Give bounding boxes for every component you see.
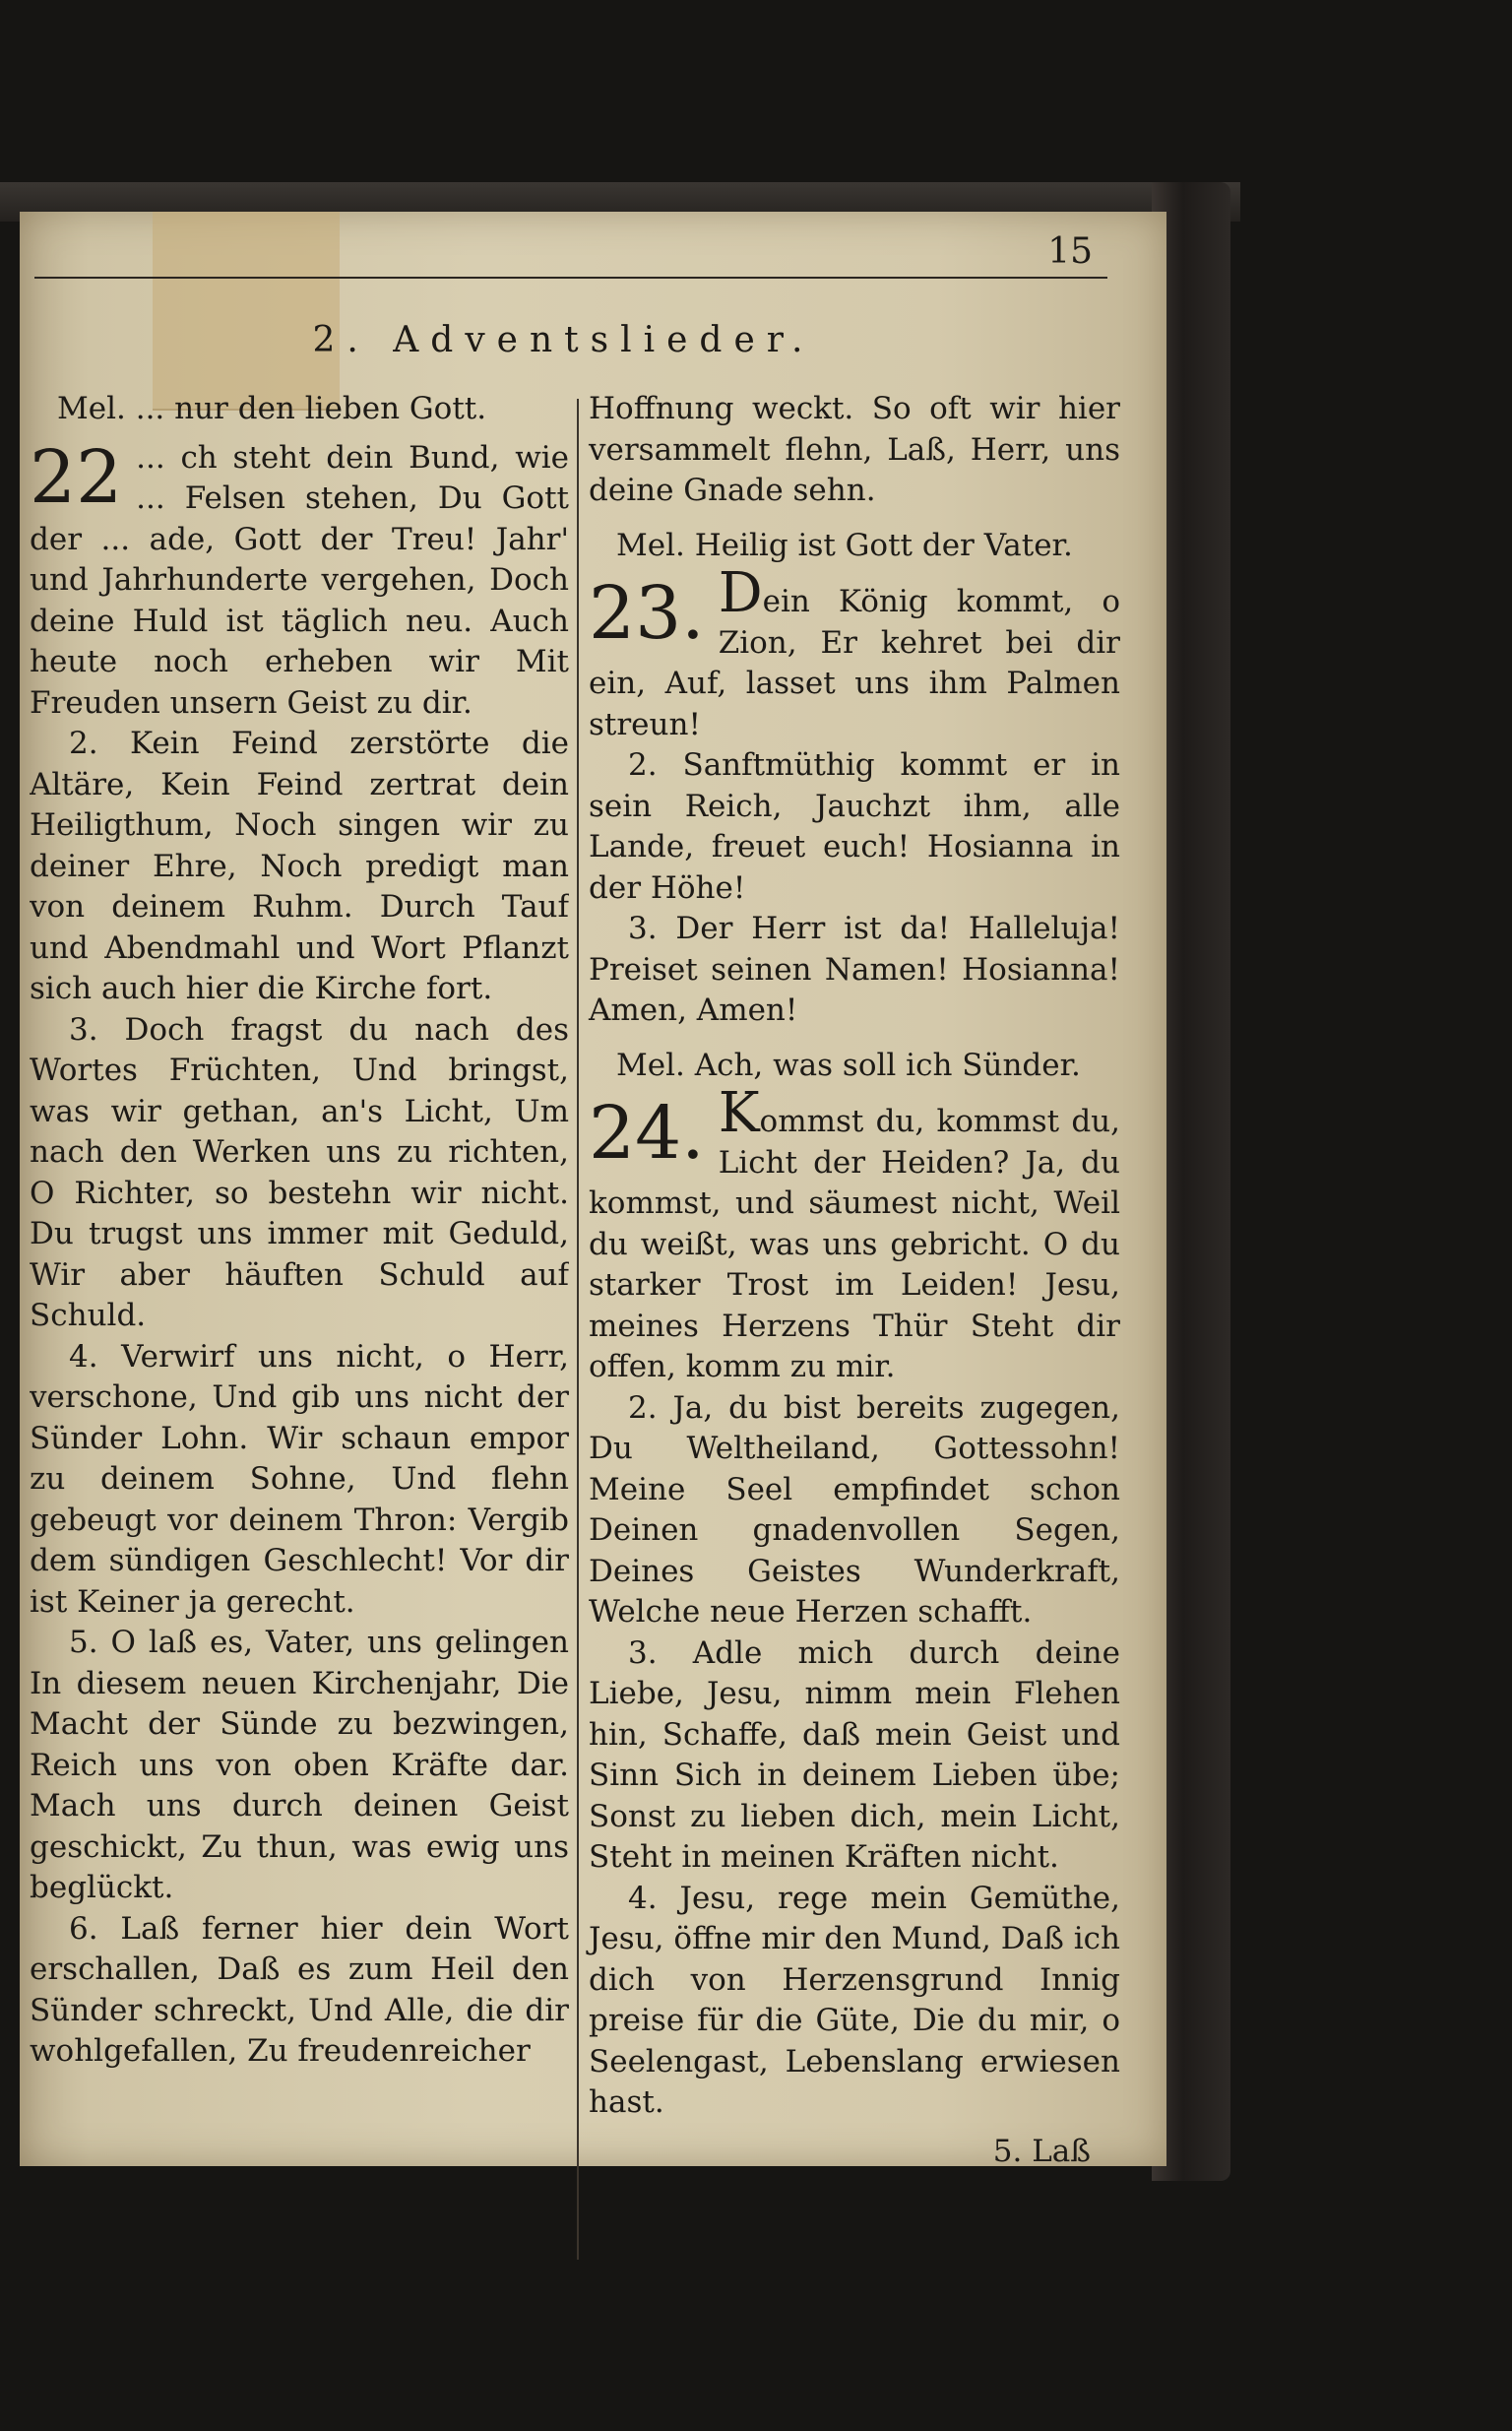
melody-line: Mel. Heilig ist Gott der Vater. bbox=[616, 527, 1073, 563]
stanza: 4. Verwirf uns nicht, o Herr, verschone, Und gib uns nicht der Sünder Lohn. Wir schaun empor zu deinem Sohne, Und flehn gebeugt vor deinem Thron: Vergib dem sündigen Geschlecht! Vor dir ist Keiner ja gerecht. bbox=[30, 1338, 569, 1620]
hymn-24-text: ommst du, kommst du, Licht der Heiden? Ja, du kommst, und säumest nicht, Weil du weißt, was uns gebricht. O du starker Trost im Leiden! Jesu, meines Herzens Thür Steht dir offen, komm zu mir. bbox=[589, 1104, 1120, 1384]
melody-line: Mel. Ach, was soll ich Sünder. bbox=[616, 1047, 1081, 1083]
stanza: 2. Ja, du bist bereits zugegen, Du Weltheiland, Gottessohn! Meine Seel empfindet schon Deinen gnadenvollen Segen, Deines Geistes Wunderkraft, Welche neue Herzen schafft. bbox=[589, 1389, 1120, 1630]
hymn-22-opening bbox=[30, 434, 569, 725]
stanza: 3. Der Herr ist da! Halleluja! Preiset seinen Namen! Hosianna! Amen, Amen! bbox=[589, 911, 1120, 1028]
hymn-number: 23. bbox=[589, 571, 705, 656]
melody-line: Mel. ... nur den lieben Gott. bbox=[57, 391, 487, 426]
column-divider bbox=[577, 399, 579, 2260]
stanza: 2. Sanftmüthig kommt er in sein Reich, Jauchzt ihm, alle Lande, freuet euch! Hosianna in der Höhe! bbox=[589, 747, 1120, 906]
header-rule bbox=[34, 277, 1107, 279]
hymn-number: 24. bbox=[589, 1091, 705, 1176]
stanza: 3. Doch fragst du nach des Wortes Früchten, Und bringst, was wir gethan, an's Licht, Um nach den Werken uns zu richten, O Richter, so bestehn wir nicht. Du trugst uns immer mit Geduld, Wir aber häuften Schuld auf Schuld. bbox=[30, 1011, 569, 1333]
stanza: 3. Adle mich durch deine Liebe, Jesu, nimm mein Flehen hin, Schaffe, daß mein Geist und Sinn Sich in deinem Lieben übe; Sonst zu lieben dich, mein Licht, Steht in meinen Kräften nicht. bbox=[589, 1634, 1120, 1875]
hymn-22-text: ... ch steht dein Bund, wie ... Felsen stehen, Du Gott der ... ade, Gott der Treu! Jahr' und Jahrhunderte vergehen, Doch deine Huld ist täglich neu. Auch heute noch erheben wir Mit Freuden unsern Geist zu dir. bbox=[30, 439, 569, 721]
hymn-24-opening bbox=[589, 1081, 1120, 1388]
hymn-23-text: ein König kommt, o Zion, Er kehret bei dir ein, Auf, lasset uns ihm Palmen streun! bbox=[589, 584, 1120, 742]
tape-patch bbox=[153, 212, 340, 411]
book-page bbox=[20, 212, 1166, 2169]
drop-cap: D bbox=[718, 561, 763, 625]
left-column bbox=[30, 389, 569, 2073]
running-head: 2. Adventslieder. bbox=[312, 320, 815, 360]
stanza: 6. Laß ferner hier dein Wort erschallen, Daß es zum Heil den Sünder schreckt, Und Alle, die dir wohlgefallen, Zu freudenreicher bbox=[30, 1910, 569, 2069]
drop-cap: K bbox=[718, 1081, 760, 1145]
stanza: 2. Kein Feind zerstörte die Altäre, Kein Feind zertrat dein Heiligthum, Noch singen wir zu deiner Ehre, Noch predigt man von deinem Ruhm. Durch Tauf und Abendmahl und Wort Pflanzt sich auch hier die Kirche fort. bbox=[30, 726, 569, 1006]
catchword: 5. Laß bbox=[992, 2133, 1091, 2169]
page-number: 15 bbox=[1047, 231, 1093, 272]
stanza: 5. O laß es, Vater, uns gelingen In diesem neuen Kirchenjahr, Die Macht der Sünde zu bezwingen, Reich uns von oben Kräfte dar. Mach uns durch deinen Geist geschickt, Zu thun, was ewig uns beglückt. bbox=[30, 1625, 569, 1905]
stanza: 4. Jesu, rege mein Gemüthe, Jesu, öffne mir den Mund, Daß ich dich von Herzensgrund Innig preise für die Güte, Die du mir, o Seelengast, Lebenslang erwiesen hast. bbox=[589, 1880, 1120, 2120]
hymn-number: 22 bbox=[30, 434, 123, 520]
right-column bbox=[589, 389, 1120, 2172]
hymn-22-continuation: Hoffnung weckt. So oft wir hier versammelt flehn, Laß, Herr, uns deine Gnade sehn. bbox=[589, 391, 1120, 508]
hymn-23-opening bbox=[589, 561, 1120, 745]
